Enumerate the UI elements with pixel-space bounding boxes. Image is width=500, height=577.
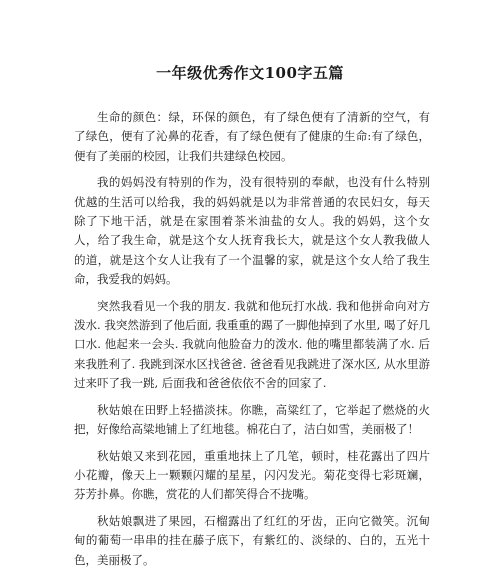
paragraph-water-fight: 突然我看见一个我的朋友. 我就和他玩打水战. 我和他拼命向对方泼水. 我突然游到了他后面, 我重重的踢了一脚他掉到了水里, 喝了好几口水. 他起来一会头. 我就向他脸奋力的泼水. 他的嘴里都装满了水. 后来我胜利了. 我跳到深水区找爸爸. 爸爸看见我跳进了深水区, 从水里游过来吓了我一跳, 后面我和爸爸依依不舍的回家了. (74, 298, 430, 391)
paragraph-green-life: 生命的颜色：绿，环保的颜色，有了绿色便有了清新的空气，有了绿色，便有了沁鼻的花香，有了绿色便有了健康的生命:有了绿色，便有了美丽的校园，让我们共建绿色校园。 (74, 110, 430, 163)
document-title: 一年级优秀作文100字五篇 (156, 64, 344, 82)
paragraph-my-mother: 我的妈妈没有特别的作为，没有很特别的奉献，也没有什么特别优越的生活可以给我，我的妈妈就是以为非常普通的农民妇女，每天除了下地干活，就是在家围着茶米油盐的女人。我的妈妈，这个女人，给了我生命，就是这个女人抚育我长大，就是这个女人教我做人的道，就是这个女人让我有了一个温馨的家，就是这个女人给了我生命，我爱我的妈妈。 (74, 175, 430, 287)
paragraph-autumn-fields: 秋姑娘在田野上轻描淡抹。你瞧，高粱红了，它举起了燃烧的火把，好像给高粱地铺上了红地毯。棉花白了，洁白如雪，美丽极了！ (74, 402, 430, 437)
paragraph-autumn-garden: 秋姑娘又来到花园，重重地抹上了几笔，顿时，桂花露出了四片小花瓣，像天上一颗颗闪耀的星星，闪闪发光。菊花变得七彩斑斓，芬芳扑鼻。你瞧，赏花的人们都笑得合不拢嘴。 (74, 448, 430, 502)
paragraph-autumn-orchard: 秋姑娘飘进了果园，石榴露出了红红的牙齿，正向它微笑。沉甸甸的葡萄一串串的挂在藤子底下，有紫红的、淡绿的、白的，五光十色，美丽极了。 (74, 513, 430, 567)
document-body (74, 108, 430, 577)
